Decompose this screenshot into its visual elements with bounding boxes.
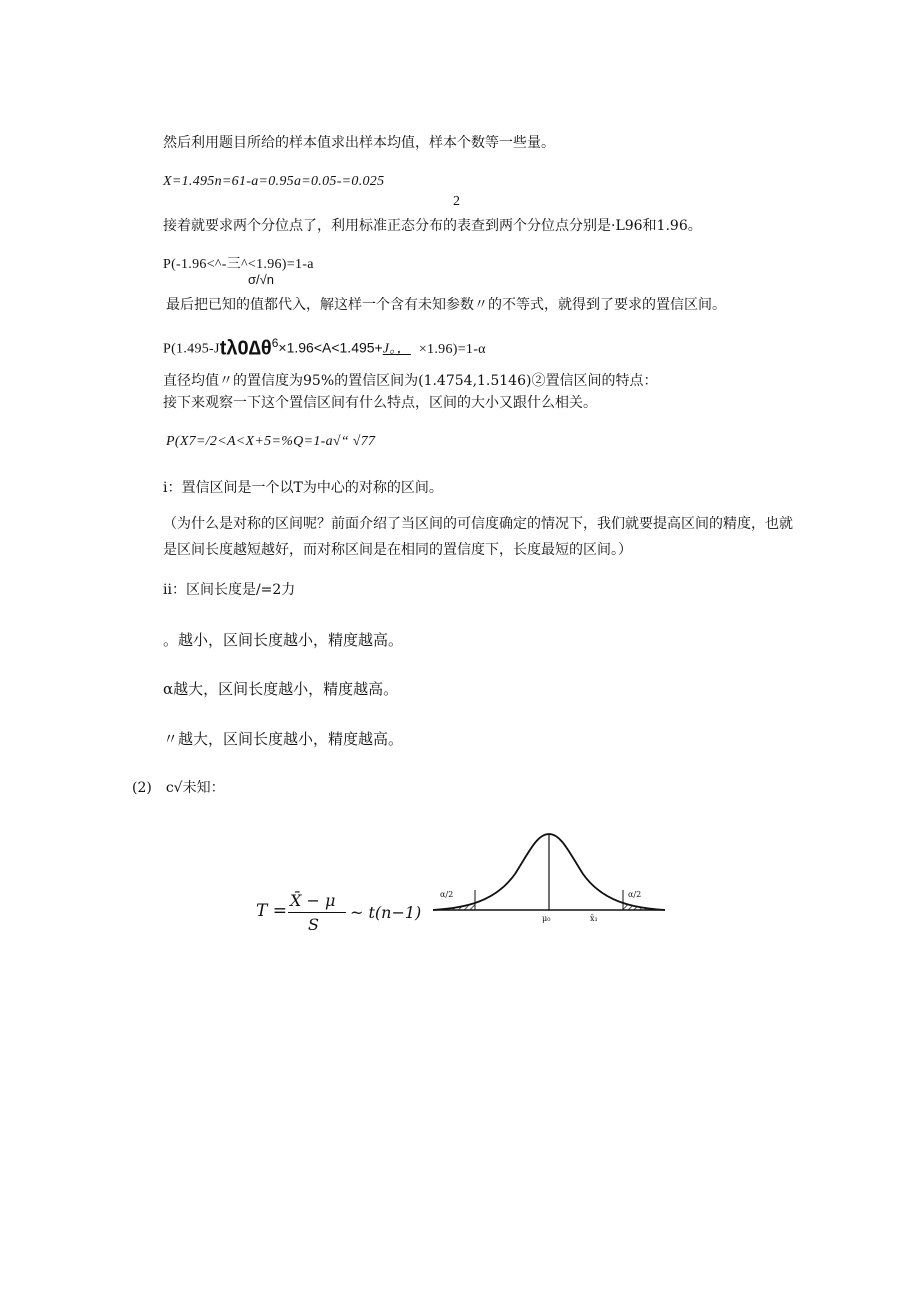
case-2-heading: (2) c√未知： [132, 780, 225, 796]
formula-subscript-2: 2 [453, 194, 461, 209]
confidence-interval-result: 直径均值〃的置信度为95%的置信区间为(1.4754,1.5146)②置信区间的特点： [163, 373, 658, 389]
sample-values-text: 然后利用题目所给的样本值求出样本均值，样本个数等一些量。 [163, 135, 555, 151]
observe-text: 接下来观察一下这个置信区间有什么特点，区间的大小又跟什么相关。 [163, 395, 597, 411]
t-distribution-figure [250, 824, 670, 944]
formula-fraction-bar [288, 912, 346, 913]
interval-formula [163, 334, 486, 360]
feature-i: i：置信区间是一个以T为中心的对称的区间。 [163, 480, 443, 496]
interval-formula-part-a: P(1.495-J [163, 341, 220, 357]
interval-formula-part-d: J。， [382, 341, 411, 357]
given-values-formula: X=1.495n=61-a=0.95a=0.05-=0.025 [163, 174, 385, 189]
n-effect: 〃越大，区间长度越小，精度越高。 [163, 730, 404, 748]
formula-distribution: ~ t(n−1) [350, 903, 422, 922]
interval-formula-part-c: ×1.96<A<1.495+ [278, 339, 383, 356]
quantile-text: 接着就要求两个分位点了，利用标准正态分布的表查到两个分位点分别是·L96和1.96。 [163, 218, 702, 234]
formula-t-label: T = [256, 901, 287, 921]
left-tail-label: α/2 [440, 890, 454, 899]
symmetric-explanation: （为什么是对称的区间呢？前面介绍了当区间的可信度确定的情况下，我们就要提高区间的精度，也就是区间长度越短越好，而对称区间是在相同的置信度下，长度最短的区间。） [163, 516, 793, 558]
formula-numerator: X̄ − μ [290, 891, 336, 910]
interval-formula-sup: 6 [271, 336, 279, 350]
probability-formula: P(-1.96<^-三^<1.96)=1-a [163, 257, 314, 272]
interval-formula-part-e: ×1.96)=1-α [418, 341, 486, 357]
substitute-text: 最后把已知的值都代入，解这样一个含有未知参数〃的不等式，就得到了要求的置信区间。 [166, 297, 726, 313]
symmetric-interval-formula: P(X7=/2<A<X+5=%Q=1-a√“ √77 [166, 434, 376, 449]
formula-denominator: S [308, 915, 319, 934]
right-axis-label: x̄₁ [590, 914, 598, 923]
feature-ii: ii：区间长度是/=2力 [163, 582, 296, 598]
alpha-effect: α越大，区间长度越小，精度越高。 [163, 680, 399, 698]
center-axis-label: μ₀ [542, 914, 551, 923]
sigma-effect: 。越小，区间长度越小，精度越高。 [163, 631, 404, 649]
right-tail-label: α/2 [628, 890, 642, 899]
probability-formula-denominator: σ/√n [248, 272, 274, 287]
t-distribution-curve [425, 824, 685, 934]
interval-formula-part-b: tλ0∆θ [219, 337, 272, 360]
